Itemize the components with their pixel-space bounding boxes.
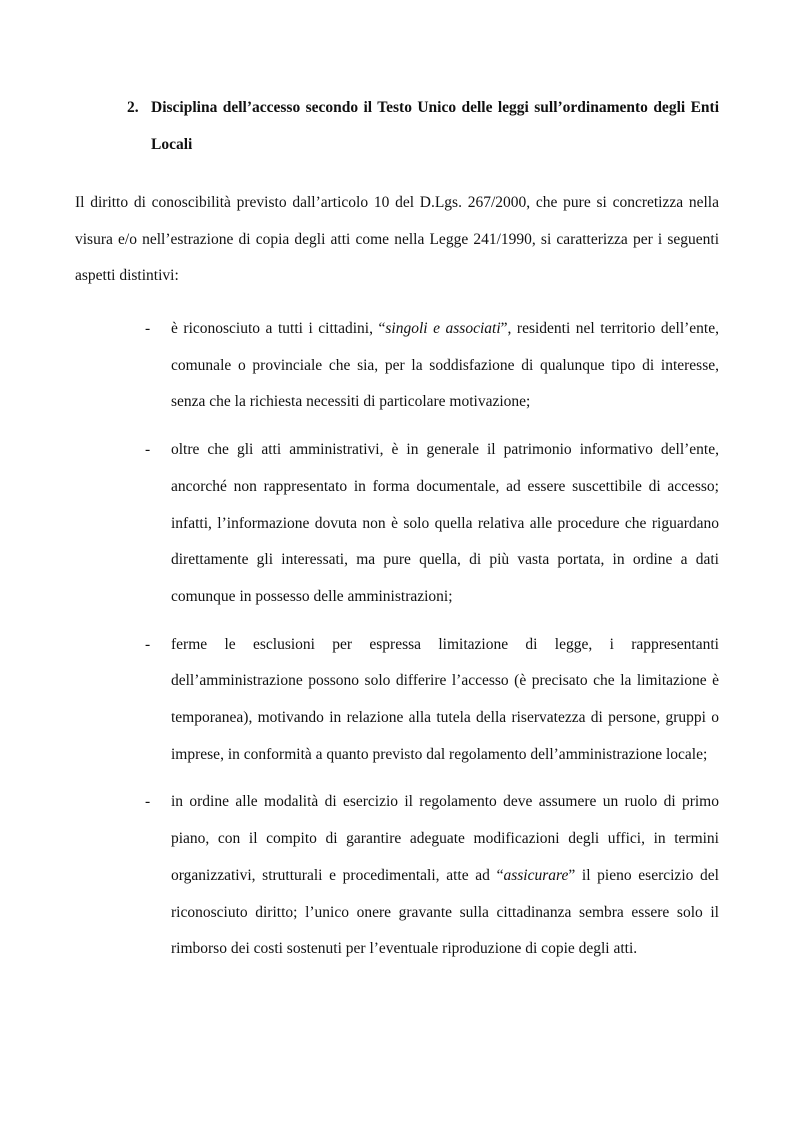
section-title: Disciplina dell’accesso secondo il Testo Unico delle leggi sull’ordinamento degli Enti Locali xyxy=(151,99,719,153)
item-text: ferme le esclusioni per espressa limitazione di legge, i rappresentanti dell’amministrazione possono solo differire l’accesso (è precisato che la limitazione è temporanea), motivando in relazione alla tutela della riservatezza di persone, gruppi o imprese, in conformità a quanto previsto dal regolamento dell’amministrazione locale; xyxy=(171,635,719,763)
list-item xyxy=(145,627,719,774)
item-text-italic: singoli e associati xyxy=(385,320,501,337)
section-heading xyxy=(127,89,719,163)
item-text-after: ” il pieno esercizio del riconosciuto diritto; l’unico onere gravante sulla cittadinanza sembra essere solo il rimborso dei costi sostenuti per l’eventuale riproduzione di copie degli atti. xyxy=(171,866,719,958)
section-number: 2. xyxy=(127,99,139,116)
bullet-dash: - xyxy=(145,793,151,811)
intro-paragraph: Il diritto di conoscibilità previsto dall’articolo 10 del D.Lgs. 267/2000, che pure si concretizza nella visura e/o nell’estrazione di copia degli atti come nella Legge 241/1990, si caratterizza per i seguenti aspetti distintivi: xyxy=(75,194,719,284)
bullet-dash: - xyxy=(145,320,151,337)
bullet-dash: - xyxy=(145,635,151,653)
item-text-before: in ordine alle modalità di esercizio il regolamento deve assumere un ruolo di primo piano, con il compito di garantire adeguate modificazioni degli uffici, in termini organizzativi, strutturali e procedimentali, atte ad “ xyxy=(171,793,719,884)
item-text-before: è riconosciuto a tutti i cittadini, “ xyxy=(171,320,386,337)
list-item xyxy=(145,311,719,421)
item-text: oltre che gli atti amministrativi, è in generale il patrimonio informativo dell’ente, ancorché non rappresentato in forma documentale, ad essere suscettibile di accesso; infatti, l’informazione dovuta non è solo quella relativa alle procedure che riguardano direttamente gli interessati, ma pure quella, di più vasta portata, in ordine a dati comunque in possesso delle amministrazioni; xyxy=(171,441,719,605)
list-item xyxy=(145,784,719,968)
bullet-dash: - xyxy=(145,441,151,459)
item-text-italic: assicurare xyxy=(503,866,569,884)
list-item xyxy=(145,432,719,616)
bullet-list xyxy=(145,311,719,979)
item-text-after: ”, residenti nel territorio dell’ente, comunale o provinciale che sia, per la soddisfazione di qualunque tipo di interesse, senza che la richiesta necessiti di particolare motivazione; xyxy=(171,320,719,411)
